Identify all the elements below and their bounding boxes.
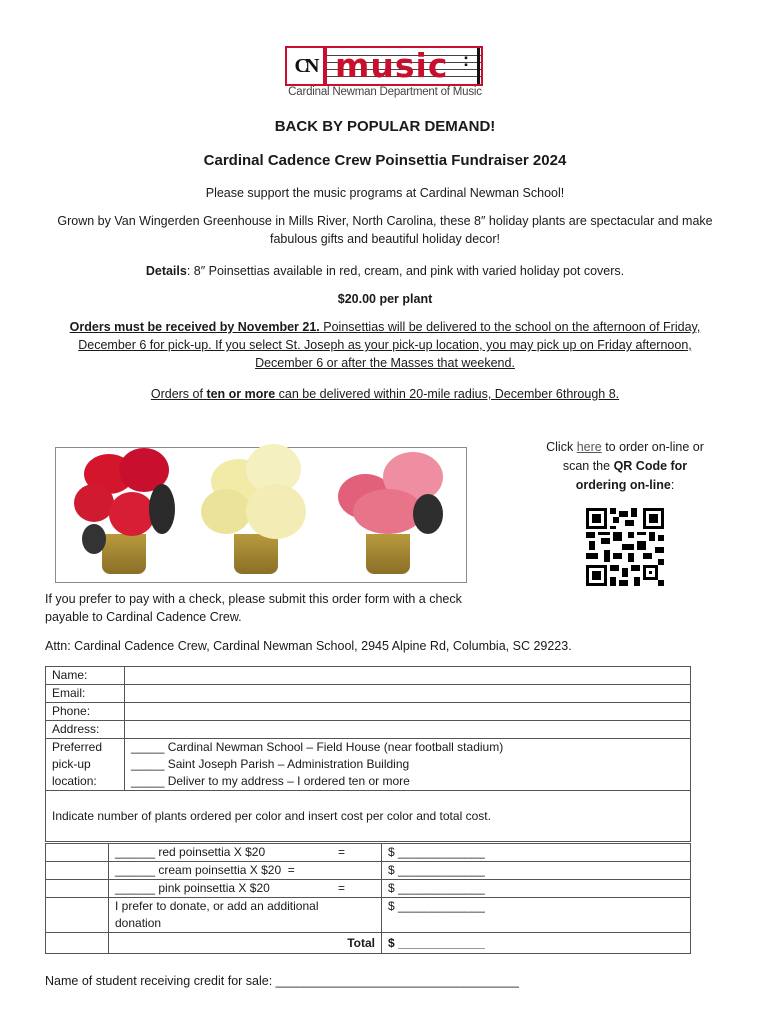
logo-subtitle: Cardinal Newman Department of Music [288,86,482,98]
online-colon: : [670,478,675,492]
cream-poinsettia-image [196,434,316,574]
logo-wordmark: music [335,46,449,85]
qr-code-bold: QR Code for [613,459,688,473]
pink-item-label: ______ pink poinsettia X $20 [115,881,270,895]
online-scan: scan the [562,459,614,473]
deadline-line-2: December 6 for pick-up. If you select St. Joseph as your pick-up location, you may pick up on Friday afternoon, [78,338,692,352]
order-row-pink [46,880,691,898]
student-credit-line [45,972,645,990]
contact-form-table [45,666,691,842]
bulk-delivery-text [40,385,730,403]
phone-field[interactable] [125,703,691,721]
price-text [40,290,730,308]
bulk-prefix: Orders of [150,387,207,401]
equals-sign: = [287,863,295,877]
cream-item-label: ______ cream poinsettia X $20 [115,863,282,877]
form-row-phone [46,703,691,721]
grown-by-text [40,212,730,248]
ordering-online: ordering on-line [575,478,671,492]
kicker-heading: BACK BY POPULAR DEMAND! [274,118,496,135]
order-row-cream [46,862,691,880]
pickup-label [46,739,125,791]
page-title: Cardinal Cadence Crew Poinsettia Fundraiser 2024 [203,152,567,169]
equals-sign: = [337,881,345,895]
bulk-suffix: can be delivered within 20-mile radius, December 6through 8. [275,387,620,401]
red-poinsettia-amount[interactable]: $ _____________ [382,844,691,862]
support-text: Please support the music programs at Cardinal Newman School! [205,186,565,200]
pickup-option-st-joseph[interactable]: _____ Saint Joseph Parish – Administration Building [131,757,410,771]
online-click: Click [546,440,577,454]
name-label: Name: [46,667,125,685]
grown-line-1: Grown by Van Wingerden Greenhouse in Mills River, North Carolina, these 8″ holiday plants are spectacular and make [57,214,713,228]
email-label: Email: [46,685,125,703]
address-field[interactable] [125,721,691,739]
attn-address: Attn: Cardinal Cadence Crew, Cardinal Newman School, 2945 Alpine Rd, Columbia, SC 29223. [45,639,572,653]
details-text [40,262,730,280]
cream-poinsettia-amount[interactable]: $ _____________ [382,862,691,880]
order-spacer [46,898,109,933]
order-instructions: Indicate number of plants ordered per color and insert cost per color and total cost. [46,791,691,842]
pickup-label-1: Preferred [52,740,103,754]
barline-icon [477,48,480,84]
red-poinsettia-image [64,434,184,574]
pickup-options [125,739,691,791]
order-spacer [46,933,109,954]
total-label: Total [109,933,382,954]
qr-code-icon[interactable] [586,508,664,586]
donation-amount[interactable]: $ _____________ [382,898,691,933]
order-spacer [46,844,109,862]
details-body: : 8″ Poinsettias available in red, cream, and pink with varied holiday pot covers. [186,264,625,278]
repeat-sign-icon: : [463,50,469,70]
logo-initials: CN [287,48,323,84]
donation-line-1: I prefer to donate, or add an additional [115,899,319,913]
pickup-label-3: location: [52,774,97,788]
order-row-total [46,933,691,954]
student-credit-label: Name of student receiving credit for sale: [45,974,276,988]
deadline-line-1: Poinsettias will be delivered to the school on the afternoon of Friday, [319,320,701,334]
red-poinsettia-qty[interactable] [109,844,382,862]
bulk-bold: ten or more [206,387,276,401]
pickup-option-delivery[interactable]: _____ Deliver to my address – I ordered ten or more [131,774,410,788]
donation-line-2: donation [115,916,162,930]
email-field[interactable] [125,685,691,703]
form-row-pickup [46,739,691,791]
grown-line-2: fabulous gifts and beautiful holiday decor! [269,232,501,246]
deadline-line-3: December 6 or after the Masses that weekend. [255,356,515,370]
check-line-1: If you prefer to pay with a check, please submit this order form with a check [45,592,462,606]
form-row-instructions [46,791,691,842]
poinsettia-photo [55,447,467,583]
student-name-field[interactable]: ___________________________________ [275,974,519,988]
red-item-label: ______ red poinsettia X $20 [115,845,266,859]
check-line-2: payable to Cardinal Cadence Crew. [45,610,242,624]
address-label: Address: [46,721,125,739]
pickup-label-2: pick-up [52,757,91,771]
order-spacer [46,880,109,898]
order-row-red [46,844,691,862]
price: $20.00 per plant [337,292,433,306]
deadline-text [40,318,730,372]
order-online-link[interactable]: here [576,440,602,454]
deadline-bold: Orders must be received by November 21. [69,320,320,334]
cream-poinsettia-qty[interactable] [109,862,382,880]
department-logo [285,46,485,102]
online-order-text [525,438,725,495]
equals-sign: = [337,845,345,859]
name-field[interactable] [125,667,691,685]
donation-label [109,898,382,933]
check-payment-text [45,590,525,626]
pickup-option-school[interactable]: _____ Cardinal Newman School – Field House (near football stadium) [131,740,504,754]
order-table [45,843,691,954]
pink-poinsettia-amount[interactable]: $ _____________ [382,880,691,898]
phone-label: Phone: [46,703,125,721]
total-amount[interactable]: $ _____________ [382,933,691,954]
details-label: Details [145,264,187,278]
order-spacer [46,862,109,880]
order-row-donation [46,898,691,933]
form-row-email [46,685,691,703]
online-rest: to order on-line or [601,440,704,454]
pink-poinsettia-image [328,434,448,574]
form-row-name [46,667,691,685]
pink-poinsettia-qty[interactable] [109,880,382,898]
form-row-address [46,721,691,739]
